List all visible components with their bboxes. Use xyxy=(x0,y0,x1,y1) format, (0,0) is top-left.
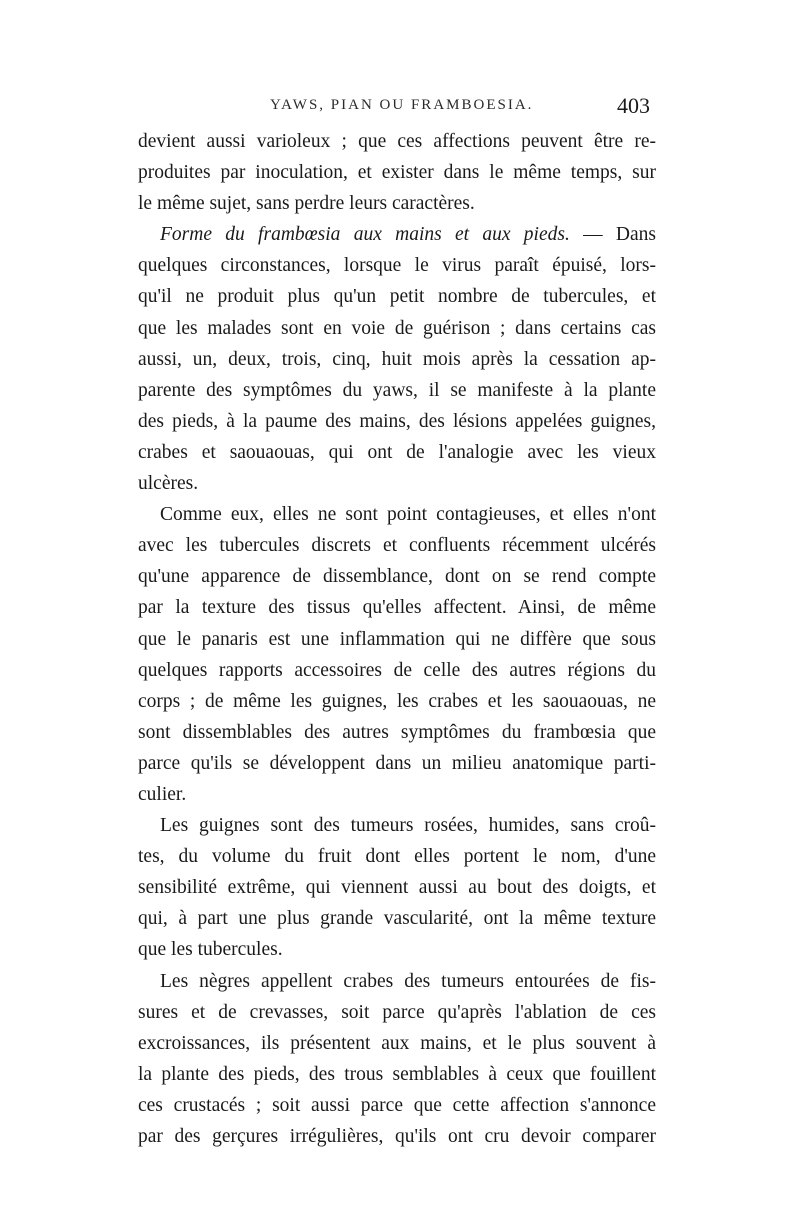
text-line: tes, du volume du fruit dont elles portent le nom, d'une xyxy=(138,846,656,868)
text-line: devient aussi varioleux ; que ces affections peuvent être re- xyxy=(138,131,656,152)
text-line: par la texture des tissus qu'elles affectent. Ainsi, de même xyxy=(138,597,656,619)
text-line: qui, à part une plus grande vascularité, ont la même texture xyxy=(138,908,656,930)
section-heading: Forme du frambœsia aux mains et aux pieds. xyxy=(160,224,570,246)
text-line: que les tubercules. xyxy=(138,939,283,961)
text-line: quelques circonstances, lorsque le virus paraît épuisé, lors- xyxy=(138,255,656,277)
text-line: quelques rapports accessoires de celle des autres régions du xyxy=(138,659,656,681)
text-line: Comme eux, elles ne sont point contagieuses, et elles n'ont xyxy=(160,504,656,526)
text-line: parente des symptômes du yaws, il se manifeste à la plante xyxy=(138,379,656,401)
text-line: que le panaris est une inflammation qui ne diffère que sous xyxy=(138,628,656,650)
text-line: crabes et saouaouas, qui ont de l'analogie avec les vieux xyxy=(138,441,656,463)
text-line: par des gerçures irrégulières, qu'ils ont cru devoir comparer xyxy=(138,1126,656,1147)
body-text xyxy=(138,126,656,1152)
running-title: YAWS, PIAN OU FRAMBOESIA. xyxy=(270,97,534,113)
text-line: Les nègres appellent crabes des tumeurs entourées de fis- xyxy=(160,970,656,992)
running-head xyxy=(138,93,656,121)
text-fragment: — Dans xyxy=(569,224,656,246)
text-line: sures et de crevasses, soit parce qu'après l'ablation de ces xyxy=(138,1001,656,1023)
section-heading-line xyxy=(138,219,656,250)
text-line: corps ; de même les guignes, les crabes et les saouaouas, ne xyxy=(138,690,656,712)
text-line: aussi, un, deux, trois, cinq, huit mois après la cessation ap- xyxy=(138,348,656,370)
text-line: Les guignes sont des tumeurs rosées, humides, sans croû- xyxy=(160,815,656,837)
text-line: parce qu'ils se développent dans un milieu anatomique parti- xyxy=(138,752,656,774)
text-line: culier. xyxy=(138,783,187,805)
text-line: ulcères. xyxy=(138,473,199,495)
text-line: sensibilité extrême, qui viennent aussi au bout des doigts, et xyxy=(138,877,656,899)
text-line: des pieds, à la paume des mains, des lésions appelées guignes, xyxy=(138,410,656,432)
text-line: qu'une apparence de dissemblance, dont on se rend compte xyxy=(138,566,656,588)
text-line: qu'il ne produit plus qu'un petit nombre de tubercules, et xyxy=(138,286,656,308)
text-line: avec les tubercules discrets et confluents récemment ulcérés xyxy=(138,535,656,557)
text-line: ces crustacés ; soit aussi parce que cette affection s'annonce xyxy=(138,1094,656,1116)
text-line: la plante des pieds, des trous semblables à ceux que fouillent xyxy=(138,1063,656,1085)
page-number: 403 xyxy=(617,93,650,118)
text-line: le même sujet, sans perdre leurs caractères. xyxy=(138,193,475,215)
text-line: produites par inoculation, et exister dans le même temps, sur xyxy=(138,162,656,184)
text-line: sont dissemblables des autres symptômes du frambœsia que xyxy=(138,721,656,743)
text-line: que les malades sont en voie de guérison ; dans certains cas xyxy=(138,317,656,339)
text-line: excroissances, ils présentent aux mains, et le plus souvent à xyxy=(138,1032,656,1054)
